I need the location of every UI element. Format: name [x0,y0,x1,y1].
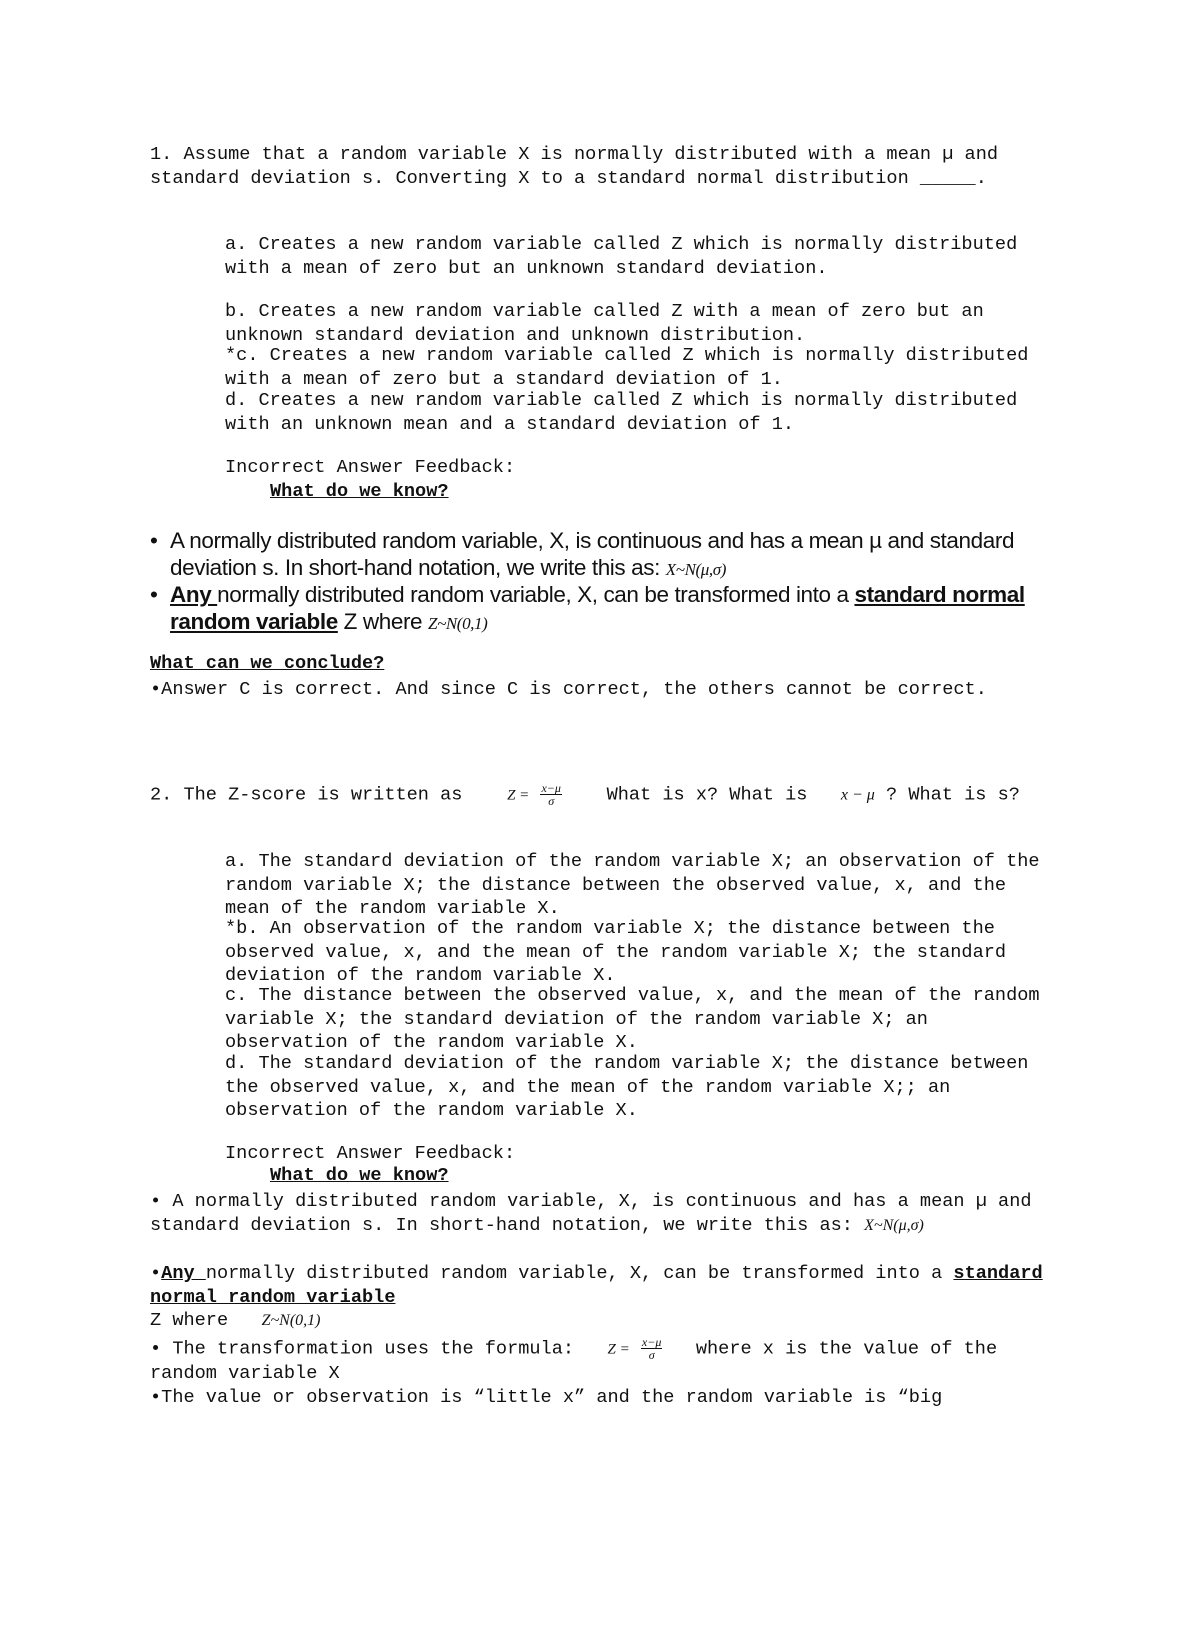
q2-bullet-2 [150,1262,1050,1333]
bullet-icon: • [150,582,158,607]
q1-bullet-2-math: Z~N(0,1) [428,614,488,633]
q2-stem-math: x − μ [840,786,875,804]
q2-bullet-4 [150,1386,1150,1410]
bullet-icon: • [150,1338,162,1360]
q1-any-emphasis: Any [170,582,218,607]
q1-option-a: a. Creates a new random variable called Z which is normally distributed with a mean of zero but an unknown standard deviation. [225,234,1018,279]
q2-option-a: a. The standard deviation of the random variable X; an observation of the random variable X; the distance between the observed value, x, and the mean of the random variable X. [225,851,1040,919]
q1-standard-normal-term: standard normal random variable [170,582,1025,634]
q2-feedback-label: Incorrect Answer Feedback: [225,1143,516,1164]
q1-option-d: d. Creates a new random variable called Z which is normally distributed with an unknown mean and a standard deviation of 1. [225,390,1018,435]
bullet-icon: • [150,528,158,553]
q2-bullet-3-z-lhs: Z = [607,1341,630,1358]
q1-option-b: b. Creates a new random variable called Z with a mean of zero but an unknown standard deviation and unknown distribution. [225,301,984,346]
q2-bullet-1 [150,1190,1050,1237]
q1-conclude-heading: What can we conclude? [150,653,385,674]
q2-bullet-1-text: A normally distributed random variable, X, is continuous and has a mean µ and standard deviation s. In short-hand notation, we write this as: [150,1191,1032,1236]
q2-know-heading: What do we know? [270,1165,449,1186]
q1-stem: 1. Assume that a random variable X is normally distributed with a mean µ and standard deviation s. Converting X to a standard normal distribution _____. [150,144,999,189]
bullet-icon: • [150,1191,162,1212]
q2-bullet-3-fraction [641,1336,662,1361]
q2-stem-prefix: 2. The Z-score is written as [150,784,463,806]
q2-bullet-2-math: Z~N(0,1) [261,1312,321,1329]
q2-z-lhs: Z = [507,787,530,804]
q1-bullet-2-text: normally distributed random variable, X, can be transformed into a [217,582,855,607]
q1-bullet-1 [170,527,1050,583]
q2-standard-normal-term: standard normal random variable [150,1263,1043,1308]
q2-option-b: *b. An observation of the random variable X; the distance between the observed value, x, and the mean of the random variable X; the standard deviation of the random variable X. [225,918,1007,986]
q2-option-d: d. The standard deviation of the random variable X; the distance between the observed value, x, and the mean of the random variable X;; an observation of the random variable X. [225,1053,1029,1121]
q2-bullet-3 [150,1336,1050,1385]
q2-bullet-1-math: X~N(μ,σ) [864,1216,924,1234]
q2-bullet-2-where: Z where [150,1310,229,1331]
bullet-icon: • [150,1263,162,1284]
q2-bullet-3-text: The transformation uses the formula: [172,1338,575,1360]
q1-bullet-1-math: X~N(μ,σ) [665,560,727,579]
q2-bullet-4-text: The value or observation is “little x” and the random variable is “big [161,1387,943,1408]
q2-stem [150,782,1050,808]
q2-bullet-2-text: normally distributed random variable, X, can be transformed into a [205,1263,943,1284]
q2-stem-mid: What is x? What is [606,784,808,806]
q2-bullet-3-denominator: σ [648,1348,655,1362]
q1-bullet-1-text: A normally distributed random variable, X, is continuous and has a mean µ and standard deviation s. In short-hand notation, we write this as: [170,528,1015,580]
q1-bullet-2-where: Z where [337,609,429,634]
q1-conclusion: •Answer C is correct. And since C is correct, the others cannot be correct. [150,679,987,700]
q2-z-fraction [540,782,561,807]
q2-bullet-3-numerator: x−μ [641,1335,662,1349]
q2-stem-suffix: ? What is s? [886,784,1020,806]
q1-bullet-2 [170,581,1050,637]
q2-fraction-denominator: σ [548,794,555,808]
q2-fraction-numerator: x−μ [541,781,561,795]
bullet-icon: • [150,1387,162,1408]
q1-option-c: *c. Creates a new random variable called Z which is normally distributed with a mean of zero but a standard deviation of 1. [225,345,1029,390]
q2-option-c: c. The distance between the observed value, x, and the mean of the random variable X; the standard deviation of the random variable X; an observation of the random variable X. [225,985,1040,1053]
q2-any-emphasis: Any [161,1263,206,1284]
q2-bullet-3-suffix: where x is the value of the random variable X [150,1338,998,1384]
q1-know-heading: What do we know? [270,481,449,502]
q1-feedback-label: Incorrect Answer Feedback: [225,457,516,478]
